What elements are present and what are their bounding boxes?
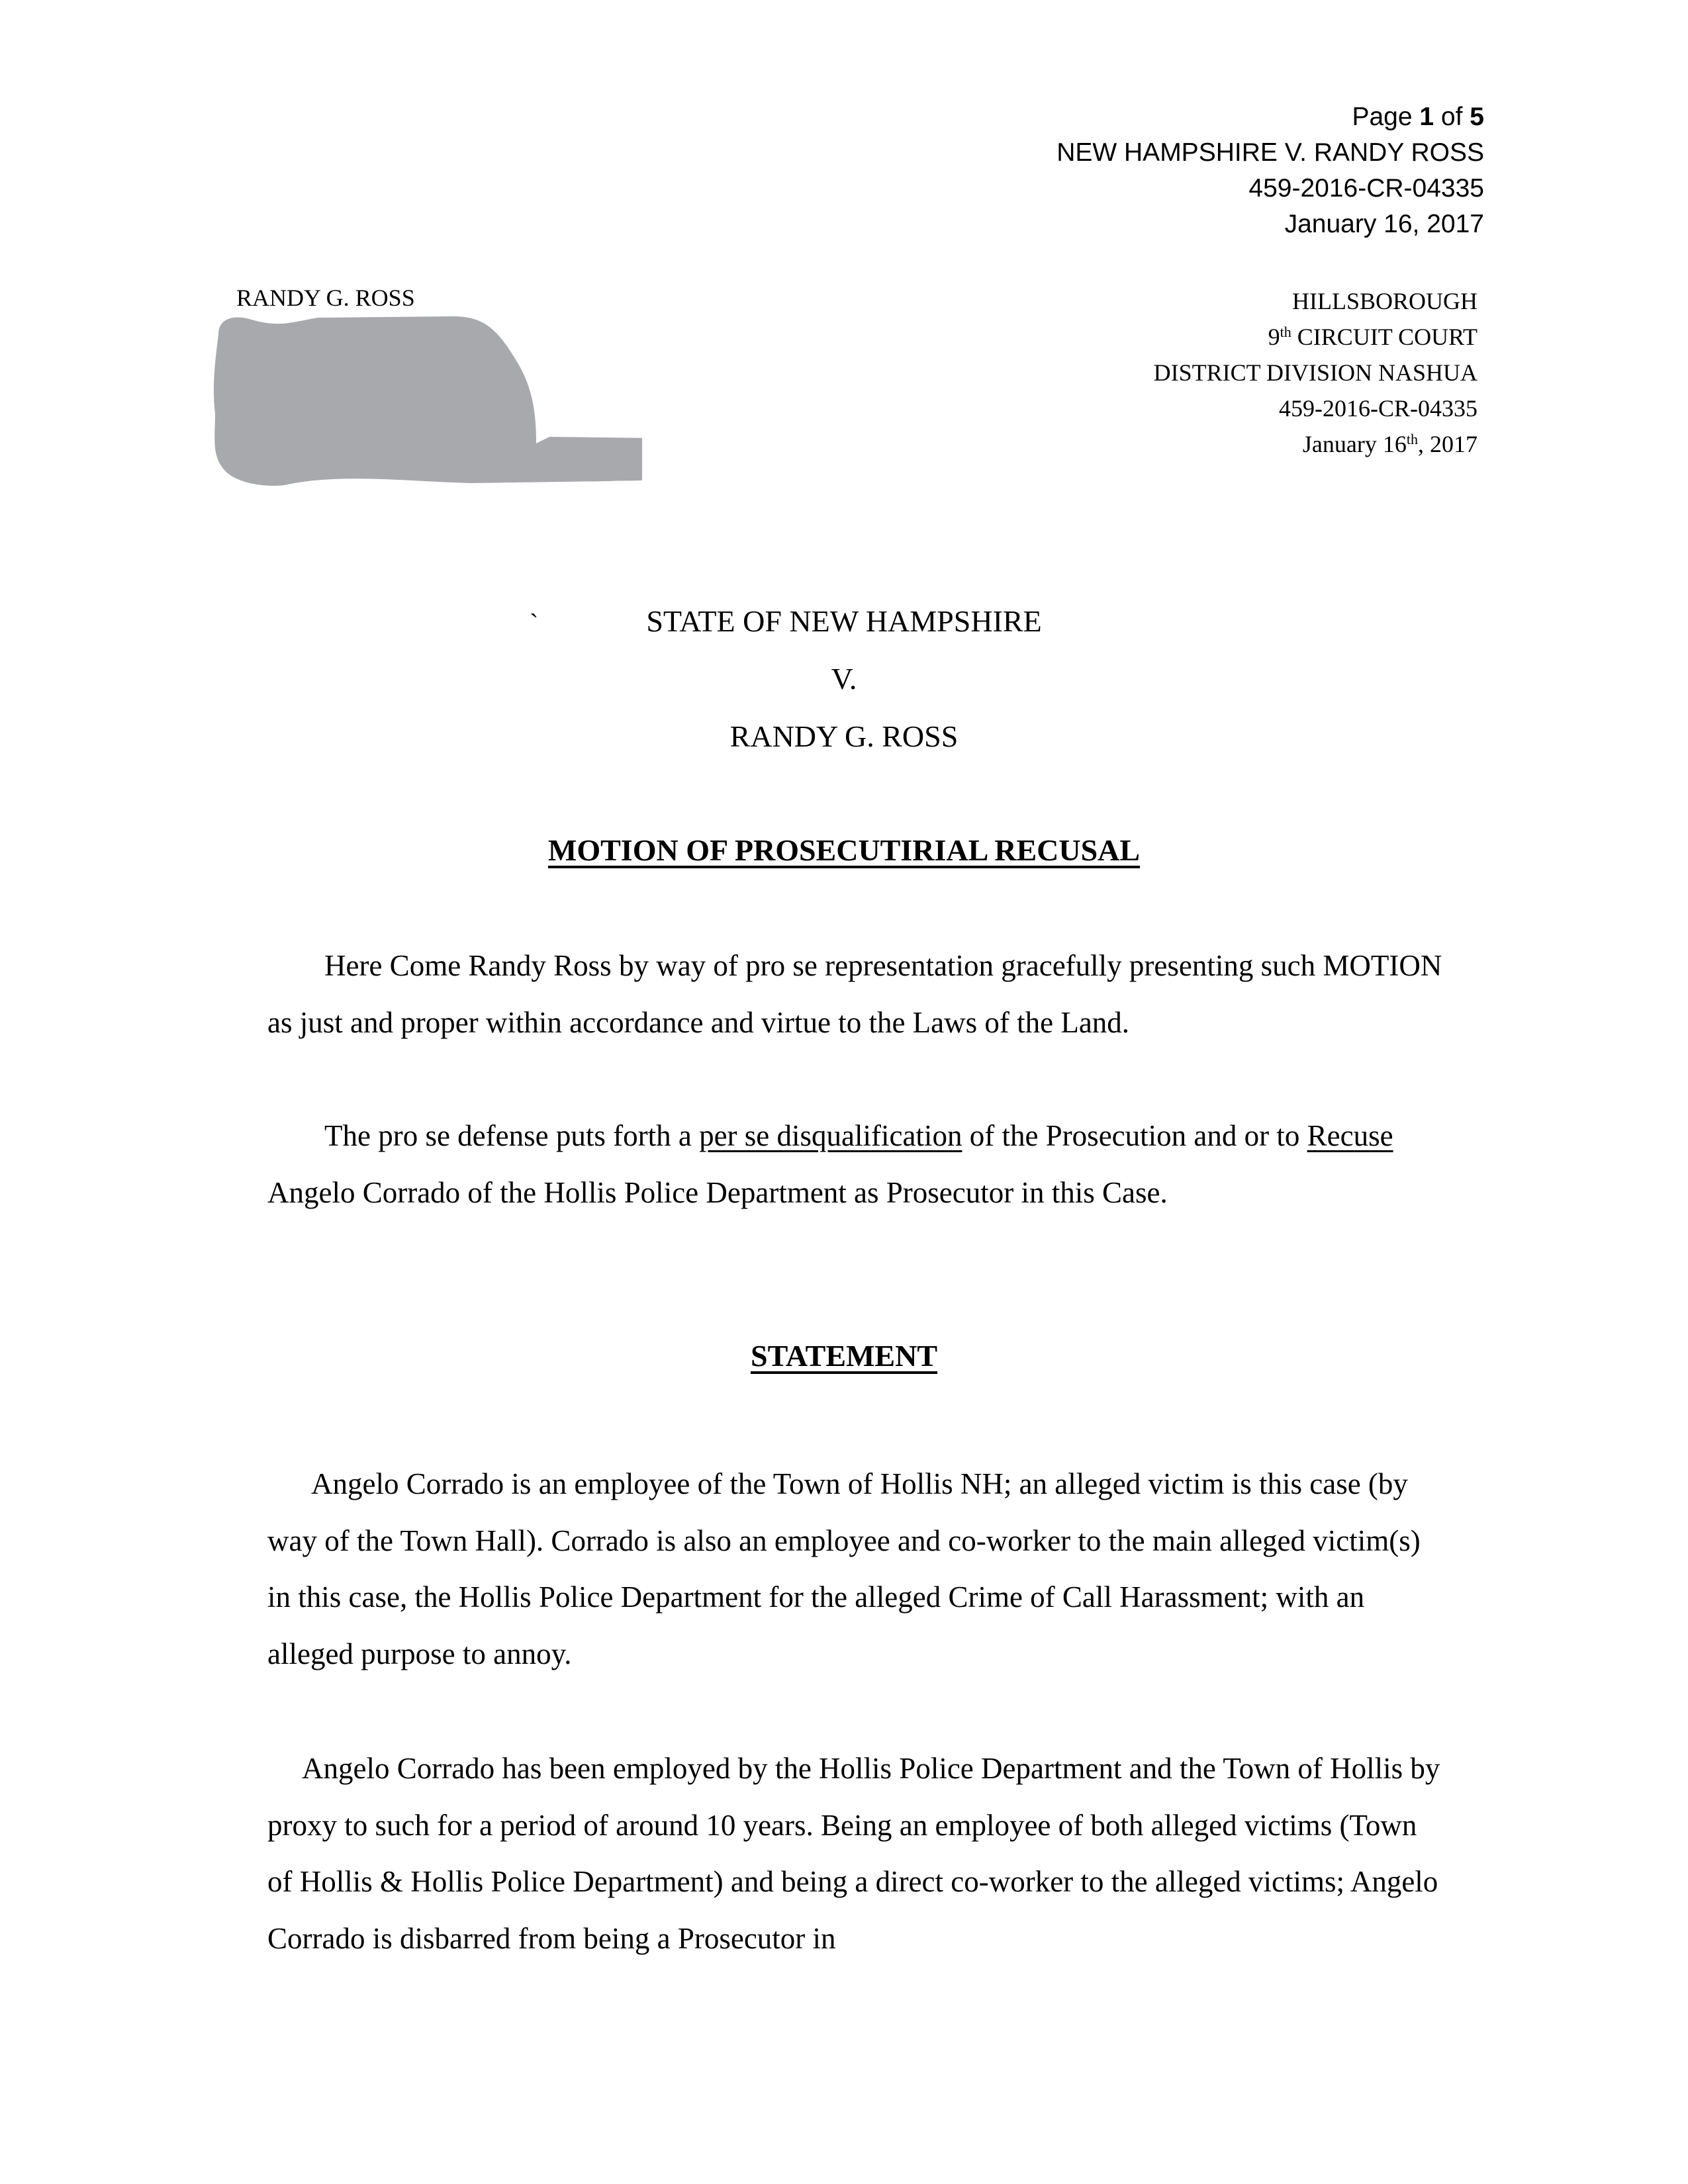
- header-date: January 16, 2017: [1284, 210, 1484, 238]
- intro-paragraph-1: Here Come Randy Ross by way of pro se representation gracefully presenting such MOTION as just and proper within accordance and virtue to the Laws of the Land.: [267, 949, 1442, 1039]
- underlined-word: Recuse: [1307, 1119, 1393, 1152]
- party-name: RANDY G. ROSS: [236, 285, 415, 311]
- court-circuit: 9th CIRCUIT COURT: [1268, 324, 1477, 350]
- court-case-number: 459-2016-CR-04335: [1279, 395, 1477, 422]
- current-page: 1: [1419, 103, 1434, 131]
- court-date: January 16th, 2017: [1302, 431, 1477, 457]
- motion-title: MOTION OF PROSECUTIRIAL RECUSAL: [547, 833, 1141, 867]
- total-pages: 5: [1470, 103, 1484, 131]
- court-county: HILLSBOROUGH: [1291, 288, 1477, 314]
- caption-defendant: RANDY G. ROSS: [729, 719, 959, 753]
- redaction-mark: [205, 314, 642, 486]
- caption-plaintiff: STATE OF NEW HAMPSHIRE: [646, 604, 1042, 638]
- stray-mark: `: [530, 608, 539, 638]
- page-number: Page 1 of 5: [1352, 103, 1484, 131]
- court-division: DISTRICT DIVISION NASHUA: [1153, 359, 1477, 386]
- court-block: [1154, 283, 1477, 462]
- statement-paragraph-2: Angelo Corrado has been employed by the Hollis Police Department and the Town of Hollis by proxy to such for a period of around 10 years. Being an employee of both alleged victims (Town of Hollis & Hollis Police Department) and being a direct co-worker to the alleged victims; Angelo Corrado is disbarred from being a Prosecutor in: [267, 1752, 1440, 1955]
- intro-paragraph-2: The pro se defense puts forth a per se disqualification of the Prosecution and or to Recuse Angelo Corrado of the Hollis Police Department as Prosecutor in this Case.: [267, 1119, 1393, 1209]
- header-case-title: NEW HAMPSHIRE V. RANDY ROSS: [1056, 138, 1484, 167]
- statement-heading: STATEMENT: [750, 1339, 938, 1373]
- underlined-phrase: per se disqualification: [699, 1119, 962, 1152]
- caption-versus: V.: [831, 662, 857, 696]
- running-header: [1056, 99, 1484, 242]
- header-case-number: 459-2016-CR-04335: [1248, 174, 1484, 203]
- statement-paragraph-1: Angelo Corrado is an employee of the Town of Hollis NH; an alleged victim is this case (by way of the Town Hall). Corrado is also an employee and co-worker to the main alleged victim(s) in this case, the Hollis Police Department for the alleged Crime of Call Harassment; with an alleged purpose to annoy.: [267, 1467, 1421, 1670]
